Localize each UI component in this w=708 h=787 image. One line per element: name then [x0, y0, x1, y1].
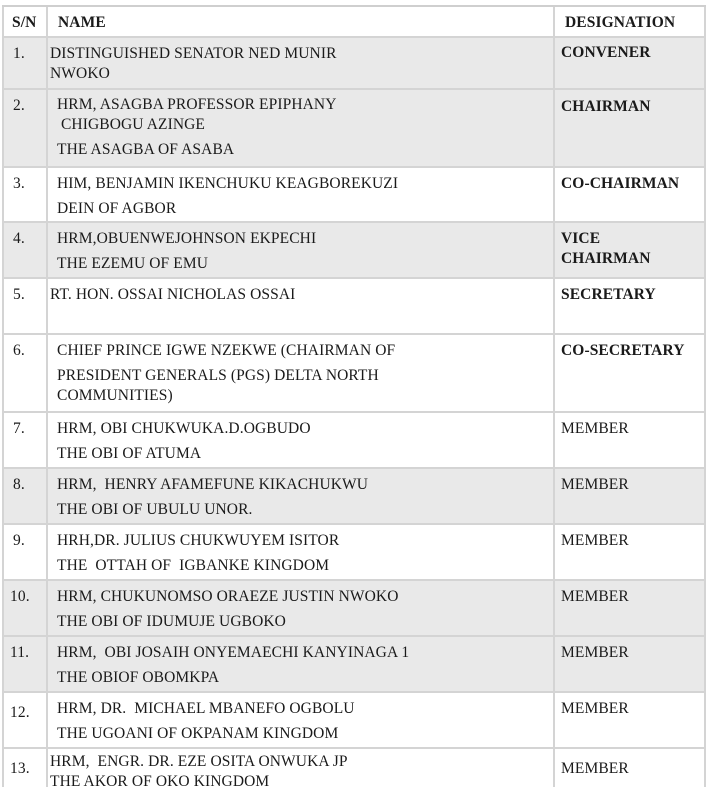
name-line: THE OBI OF UBULU UNOR. — [57, 501, 253, 518]
table-row — [2, 223, 706, 279]
table-header — [2, 7, 706, 38]
row-sn: 3. — [2, 168, 46, 221]
designation-line: MEMBER — [561, 420, 629, 437]
row-designation — [553, 38, 706, 88]
row-sn: 8. — [2, 469, 46, 523]
row-designation — [553, 581, 706, 635]
name-line: PRESIDENT GENERALS (PGS) DELTA NORTH — [57, 367, 379, 384]
row-designation — [553, 335, 706, 411]
name-line: THE OBI OF IDUMUJE UGBOKO — [57, 613, 286, 630]
row-designation — [553, 637, 706, 691]
row-name — [46, 168, 553, 221]
row-sn: 12. — [2, 693, 46, 747]
row-sn: 11. — [2, 637, 46, 691]
header-sn: S/N — [2, 7, 46, 36]
name-line: CHIGBOGU AZINGE — [57, 116, 205, 133]
designation-line: VICE — [561, 230, 601, 247]
table-row — [2, 693, 706, 749]
designation-line: MEMBER — [561, 588, 629, 605]
row-name — [46, 38, 553, 88]
name-line: DEIN OF AGBOR — [57, 200, 177, 217]
designation-line: MEMBER — [561, 760, 629, 777]
table-row — [2, 335, 706, 413]
row-designation — [553, 90, 706, 166]
row-name — [46, 581, 553, 635]
row-sn: 9. — [2, 525, 46, 579]
row-designation — [553, 525, 706, 579]
name-line: THE ASAGBA OF ASABA — [57, 141, 235, 158]
table-row — [2, 581, 706, 637]
name-line: COMMUNITIES) — [57, 387, 173, 404]
row-designation — [553, 749, 706, 787]
table-row — [2, 168, 706, 223]
table-row — [2, 38, 706, 90]
name-line: HRM, ASAGBA PROFESSOR EPIPHANY — [57, 96, 337, 113]
row-sn: 2. — [2, 90, 46, 166]
name-line: THE OBI OF ATUMA — [57, 445, 202, 462]
row-designation — [553, 279, 706, 333]
designation-line: MEMBER — [561, 644, 629, 661]
name-line: HRM, OBI JOSAIH ONYEMAECHI KANYINAGA 1 — [57, 644, 410, 661]
row-designation — [553, 693, 706, 747]
row-sn: 4. — [2, 223, 46, 277]
name-line: DISTINGUISHED SENATOR NED MUNIR — [50, 45, 337, 62]
name-line: THE EZEMU OF EMU — [57, 255, 208, 272]
row-name — [46, 693, 553, 747]
name-line: HRM, ENGR. DR. EZE OSITA ONWUKA JP — [50, 753, 348, 770]
row-name — [46, 335, 553, 411]
name-line: HRM, OBI CHUKWUKA.D.OGBUDO — [57, 420, 311, 437]
row-name — [46, 223, 553, 277]
row-sn: 13. — [2, 749, 46, 787]
designation-line: MEMBER — [561, 476, 629, 493]
committee-table — [2, 5, 706, 787]
name-line: HRM,OBUENWEJOHNSON EKPECHI — [57, 230, 317, 247]
row-sn: 10. — [2, 581, 46, 635]
table-row — [2, 525, 706, 581]
name-line: NWOKO — [50, 65, 110, 82]
designation-line: CHAIRMAN — [561, 250, 651, 267]
name-line: THE OBIOF OBOMKPA — [57, 669, 220, 686]
row-name — [46, 637, 553, 691]
row-name — [46, 279, 553, 333]
table-row — [2, 637, 706, 693]
row-name — [46, 90, 553, 166]
table-row — [2, 749, 706, 787]
header-name: NAME — [46, 7, 553, 36]
row-sn: 7. — [2, 413, 46, 467]
table-row — [2, 469, 706, 525]
row-name — [46, 749, 553, 787]
row-name — [46, 525, 553, 579]
name-line: HRM, DR. MICHAEL MBANEFO OGBOLU — [57, 700, 355, 717]
name-line: CHIEF PRINCE IGWE NZEKWE (CHAIRMAN OF — [57, 342, 396, 359]
row-name — [46, 469, 553, 523]
row-sn: 6. — [2, 335, 46, 411]
table-row — [2, 279, 706, 335]
designation-line: CO-CHAIRMAN — [561, 175, 680, 192]
table-row — [2, 90, 706, 168]
table-row — [2, 413, 706, 469]
designation-line: MEMBER — [561, 532, 629, 549]
header-designation: DESIGNATION — [553, 7, 706, 36]
name-line: HIM, BENJAMIN IKENCHUKU KEAGBOREKUZI — [57, 175, 399, 192]
name-line: HRM, HENRY AFAMEFUNE KIKACHUKWU — [57, 476, 369, 493]
name-line: THE OTTAH OF IGBANKE KINGDOM — [57, 557, 330, 574]
designation-line: SECRETARY — [561, 286, 656, 303]
row-designation — [553, 469, 706, 523]
row-designation — [553, 223, 706, 277]
name-line: THE UGOANI OF OKPANAM KINGDOM — [57, 725, 339, 742]
row-designation — [553, 168, 706, 221]
designation-line: CHAIRMAN — [561, 98, 651, 115]
designation-line: MEMBER — [561, 700, 629, 717]
row-sn: 5. — [2, 279, 46, 333]
row-name — [46, 413, 553, 467]
designation-line: CO-SECRETARY — [561, 342, 685, 359]
name-line: RT. HON. OSSAI NICHOLAS OSSAI — [50, 286, 296, 303]
name-line: THE AKOR OF OKO KINGDOM — [50, 773, 270, 787]
row-sn: 1. — [2, 38, 46, 88]
designation-line: CONVENER — [561, 44, 651, 61]
name-line: HRM, CHUKUNOMSO ORAEZE JUSTIN NWOKO — [57, 588, 399, 605]
name-line: HRH,DR. JULIUS CHUKWUYEM ISITOR — [57, 532, 340, 549]
row-designation — [553, 413, 706, 467]
